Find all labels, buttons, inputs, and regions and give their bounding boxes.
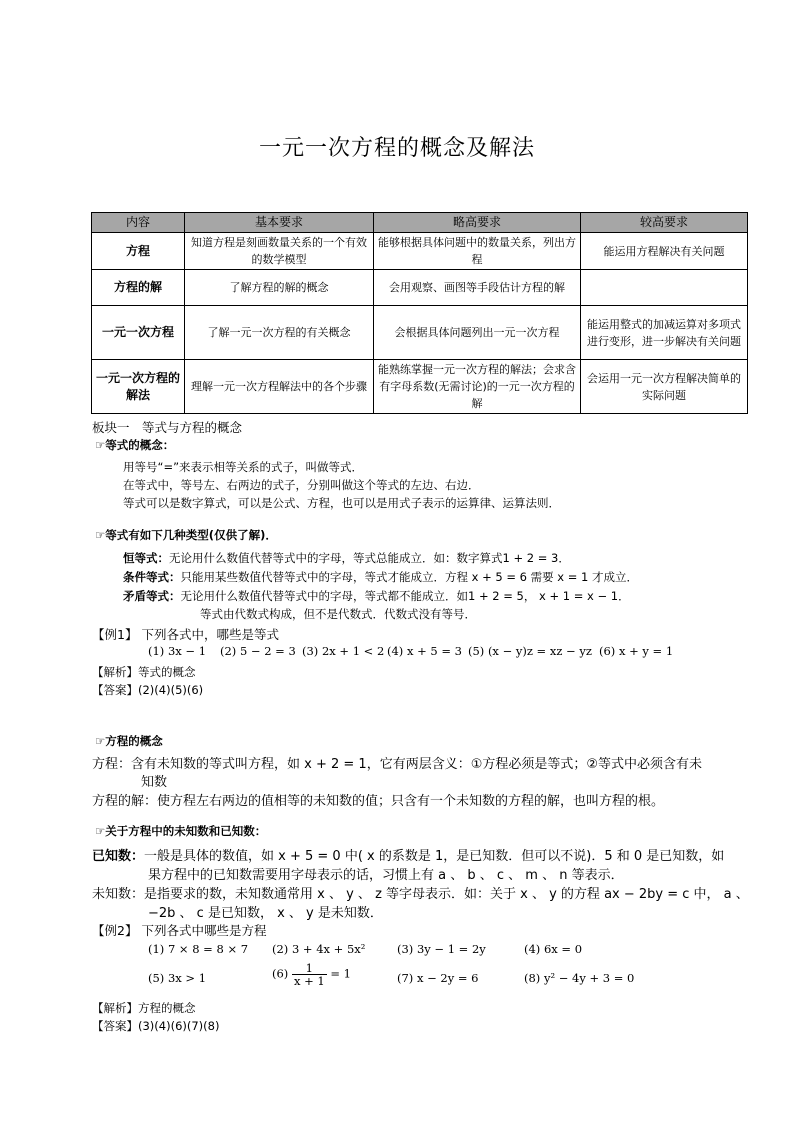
contradiction-text: 无论用什么数值代替等式中的字母，等式都不能成立．如1 + 2 = 5， x + 1 = x − 1．	[180, 589, 630, 603]
conditional-label: 条件等式：	[123, 570, 181, 584]
table-cell: 了解一元一次方程的有关概念	[185, 306, 374, 360]
fraction-denominator: x + 1	[293, 974, 325, 988]
example1-label: 【例1】	[92, 627, 138, 642]
section-title-equation: ☞方程的概念	[95, 734, 163, 748]
solution-label: 方程的解：	[92, 794, 158, 809]
example1-item: (5) (x − y)z = xz − yz	[468, 644, 592, 658]
table-cell: 方程的解	[92, 270, 185, 306]
equation-def-label: 方程：	[92, 757, 132, 772]
example1-item: (4) x + 5 = 3	[387, 644, 462, 658]
example2-item: (5) 3x > 1	[148, 971, 207, 985]
unknown-line-cont: −2b 、 c 是已知数， x 、 y 是未知数．	[148, 906, 383, 921]
answer-label: 【答案】	[92, 1019, 138, 1033]
unknown-label: 未知数：	[92, 887, 145, 902]
table-cell: 能够根据具体问题中的数量关系，列出方程	[374, 233, 581, 270]
table-header: 略高要求	[374, 213, 581, 233]
example1-item: (3) 2x + 1 < 2	[302, 644, 385, 658]
example1-item: (1) 3x − 1	[148, 644, 207, 658]
conditional-text: 只能用某些数值代替等式中的字母，等式才能成立．方程 x + 5 = 6 需要 x = 1 才成立．	[180, 570, 639, 584]
table-cell: 会根据具体问题列出一元一次方程	[374, 306, 581, 360]
known-line	[92, 845, 724, 864]
known-label: 已知数：	[92, 849, 145, 864]
example2-item: (7) x − 2y = 6	[397, 971, 479, 985]
example2-answer	[92, 1018, 219, 1034]
table-cell: 能运用方程解决有关问题	[581, 233, 748, 270]
table-cell: 会运用一元一次方程解决简单的实际问题	[581, 360, 748, 414]
equation-solution-line	[92, 790, 664, 809]
contradiction-line	[123, 588, 630, 604]
fraction-numerator: 1	[292, 962, 327, 975]
identity-label: 恒等式：	[123, 551, 169, 565]
fraction-suffix: = 1	[330, 966, 351, 981]
table-cell: 方程	[92, 233, 185, 270]
equation-def-cont: 知数	[141, 775, 168, 790]
conditional-line	[123, 569, 638, 585]
table-cell	[581, 270, 748, 306]
table-row	[92, 233, 748, 270]
note-line: 等式由代数式构成，但不是代数式．代数式没有等号．	[200, 607, 476, 621]
example2-item: (3) 3y − 1 = 2y	[397, 942, 486, 956]
table-cell: 知道方程是刻画数量关系的一个有效的数学模型	[185, 233, 374, 270]
table-row	[92, 270, 748, 306]
example2-prompt: 下列各式中哪些是方程	[141, 923, 267, 938]
table-cell: 理解一元一次方程解法中的各个步骤	[185, 360, 374, 414]
unknown-line	[92, 883, 749, 902]
table-row	[92, 306, 748, 360]
example2-item: (4) 6x = 0	[524, 942, 583, 956]
example2-label: 【例2】	[92, 923, 138, 938]
answer-text: (3)(4)(6)(7)(8)	[138, 1019, 220, 1033]
known-text: 一般是具体的数值，如 x + 5 = 0 中( x 的系数是 1，是已知数．但可以不说)．5 和 0 是已知数，如	[144, 849, 725, 864]
table-header: 较高要求	[581, 213, 748, 233]
example2-item: (2) 3 + 4x + 5x²	[272, 942, 366, 956]
example1-item: (2) 5 − 2 = 3	[220, 644, 296, 658]
analysis-text: 方程的概念	[138, 1001, 196, 1015]
identity-line	[123, 550, 570, 566]
equation-def-line	[92, 753, 702, 772]
example1-prompt: 下列各式中，哪些是等式	[141, 627, 279, 642]
example1-item: (6) x + y = 1	[599, 644, 674, 658]
page-title: 一元一次方程的概念及解法	[258, 136, 535, 161]
example2-analysis	[92, 1000, 196, 1016]
answer-text: (2)(4)(5)(6)	[138, 683, 204, 697]
example1-answer	[92, 682, 203, 698]
table-cell: 了解方程的解的概念	[185, 270, 374, 306]
contradiction-label: 矛盾等式：	[123, 589, 181, 603]
fraction-prefix: (6)	[272, 966, 289, 981]
table-header: 基本要求	[185, 213, 374, 233]
text-line: 等式可以是数字算式，可以是公式、方程，也可以是用式子表示的运算律、运算法则．	[123, 496, 560, 510]
known-line-cont: 果方程中的已知数需要用字母表示的话，习惯上有 a 、 b 、 c 、 m 、 n 等表示．	[148, 868, 624, 883]
section-title-known-unknown: ☞关于方程中的未知数和已知数：	[95, 824, 267, 838]
table-cell: 能运用整式的加减运算对多项式进行变形，进一步解决有关问题	[581, 306, 748, 360]
analysis-label: 【解析】	[92, 665, 138, 679]
analysis-label: 【解析】	[92, 1001, 138, 1015]
section-title-types: ☞等式有如下几种类型(仅供了解)．	[95, 528, 277, 542]
table-header-row	[92, 213, 748, 233]
table-cell: 能熟练掌握一元一次方程的解法；会求含有字母系数(无需讨论)的一元一次方程的解	[374, 360, 581, 414]
example2-item: (1) 7 × 8 = 8 × 7	[148, 942, 249, 956]
example2-line	[92, 921, 266, 939]
table-cell: 一元一次方程的解法	[92, 360, 185, 414]
table-row	[92, 360, 748, 414]
analysis-text: 等式的概念	[138, 665, 196, 679]
example1-line	[92, 625, 279, 643]
example2-item-fraction	[272, 962, 351, 987]
answer-label: 【答案】	[92, 683, 138, 697]
identity-text: 无论用什么数值代替等式中的字母，等式总能成立．如：数字算式1 + 2 = 3．	[169, 551, 570, 565]
fraction	[292, 962, 327, 987]
requirements-table	[91, 212, 748, 414]
table-cell: 会用观察、画图等手段估计方程的解	[374, 270, 581, 306]
table-header: 内容	[92, 213, 185, 233]
example2-item: (8) y² − 4y + 3 = 0	[524, 971, 635, 985]
example1-analysis	[92, 664, 196, 680]
text-line: 在等式中，等号左、右两边的式子，分别叫做这个等式的左边、右边．	[123, 478, 480, 492]
unknown-text: 是指要求的数，未知数通常用 x 、 y 、 z 等字母表示．如：关于 x 、 y 的方程 ax − 2by = c 中， a 、	[144, 887, 749, 902]
block-heading: 板块一 等式与方程的概念	[92, 420, 243, 435]
equation-def-text: 含有未知数的等式叫方程，如 x + 2 = 1，它有两层含义：①方程必须是等式；②等式中必须含有未	[131, 757, 703, 772]
table-cell: 一元一次方程	[92, 306, 185, 360]
solution-text: 使方程左右两边的值相等的未知数的值；只含有一个未知数的方程的解，也叫方程的根。	[157, 794, 665, 809]
text-line: 用等号“=”来表示相等关系的式子，叫做等式．	[123, 460, 364, 474]
section-title-equality: ☞等式的概念：	[95, 438, 175, 452]
